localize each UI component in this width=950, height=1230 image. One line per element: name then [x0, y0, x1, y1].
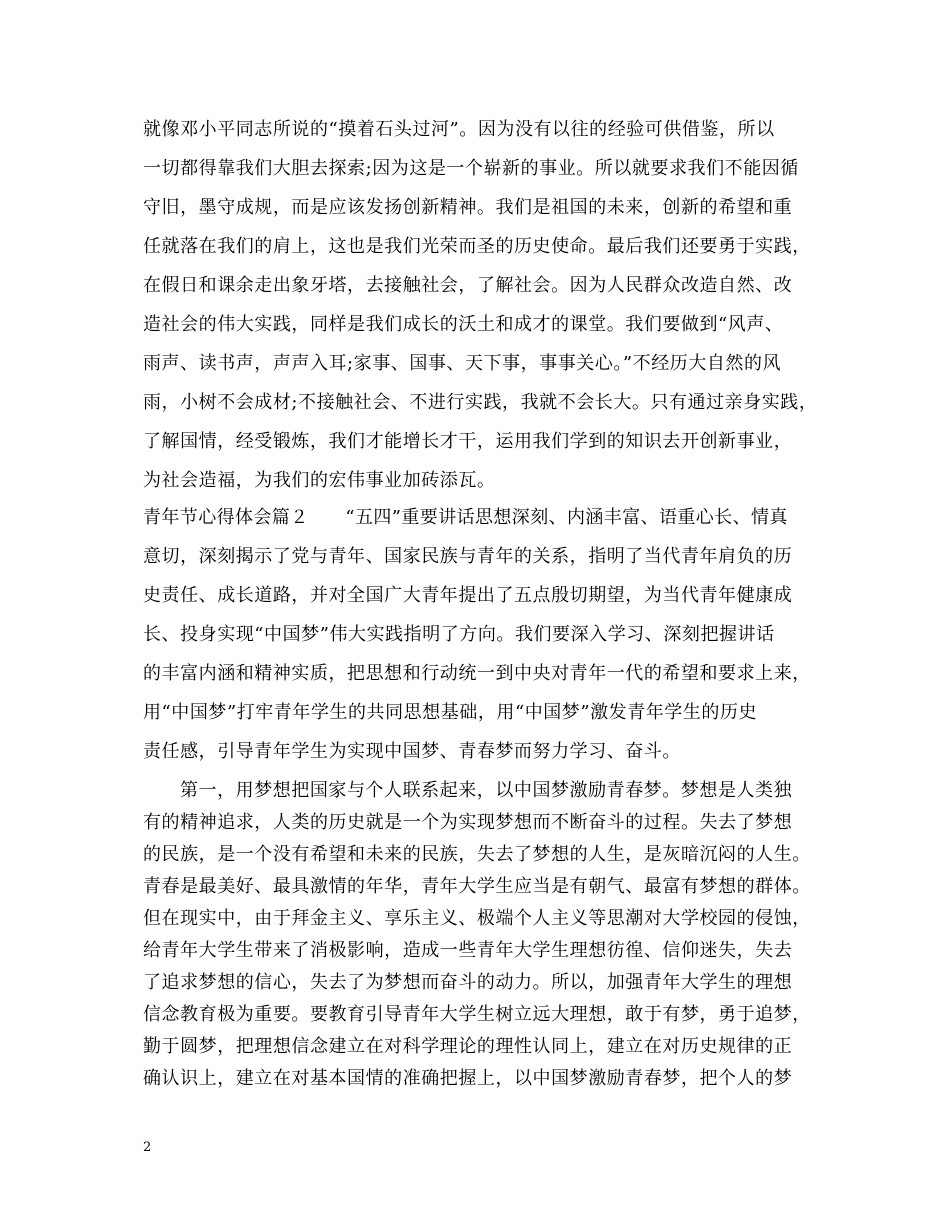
paragraph3-line: 青春是最美好、最具激情的年华，青年大学生应当是有朝气、最富有梦想的群体。	[143, 876, 811, 897]
paragraph1-line: 就像邓小平同志所说的“摸着石头过河”。因为没有以往的经验可供借鉴，所以	[143, 119, 775, 140]
paragraph1-line: 雨声、读书声，声声入耳;家事、国事、天下事，事事关心。”不经历大自然的风	[143, 353, 782, 374]
paragraph3-line: 确认识上，建立在对基本国情的准确把握上，以中国梦激励青春梦，把个人的梦	[143, 1068, 793, 1089]
paragraph1-line: 雨，小树不会成材;不接触社会、不进行实践，我就不会长大。只有通过亲身实践，	[143, 392, 818, 413]
paragraph2-line: 史责任、成长道路，并对全国广大青年提出了五点殷切期望，为当代青年健康成	[143, 585, 793, 606]
paragraph1-line: 为社会造福，为我们的宏伟事业加砖添瓦。	[143, 470, 496, 491]
paragraph2-line: 用“中国梦”打牢青年学生的共同思想基础，用“中国梦”激发青年学生的历史	[143, 702, 758, 723]
paragraph1-line: 了解国情，经受锻炼，我们才能增长才干，运用我们学到的知识去开创新事业，	[143, 431, 793, 452]
section-heading-line: 青年节心得体会篇２ “五四”重要讲话思想深刻、内涵丰富、语重心长、情真	[143, 507, 788, 528]
paragraph2-line: 意切，深刻揭示了党与青年、国家民族与青年的关系，指明了当代青年肩负的历	[143, 546, 793, 567]
paragraph1-line: 任就落在我们的肩上，这也是我们光荣而圣的历史使命。最后我们还要勇于实践，	[143, 236, 811, 257]
paragraph3-line: 了追求梦想的信心，失去了为梦想而奋斗的动力。所以，加强青年大学生的理想	[143, 972, 793, 993]
paragraph1-line: 造社会的伟大实践，同样是我们成长的沃土和成才的课堂。我们要做到“风声、	[143, 314, 784, 335]
paragraph2-line: 长、投身实现“中国梦”伟大实践指明了方向。我们要深入学习、深刻把握讲话	[143, 624, 775, 645]
paragraph3-line: 但在现实中，由于拜金主义、享乐主义、极端个人主义等思潮对大学校园的侵蚀，	[143, 908, 811, 929]
paragraph1-line: 守旧，墨守成规，而是应该发扬创新精神。我们是祖国的未来，创新的希望和重	[143, 197, 793, 218]
page-number: 2	[143, 1140, 152, 1155]
paragraph1-line: 在假日和课余走出象牙塔，去接触社会，了解社会。因为人民群众改造自然、改	[143, 275, 793, 296]
paragraph1-line: 一切都得靠我们大胆去探索;因为这是一个崭新的事业。所以就要求我们不能因循	[143, 158, 799, 179]
paragraph3-line: 有的精神追求，人类的历史就是一个为实现梦想而不断奋斗的过程。失去了梦想	[143, 812, 793, 833]
paragraph3-line: 第一，用梦想把国家与个人联系起来，以中国梦激励青春梦。梦想是人类独	[180, 780, 793, 801]
paragraph3-line: 勤于圆梦，把理想信念建立在对科学理论的理性认同上，建立在对历史规律的正	[143, 1036, 793, 1057]
paragraph2-line: 责任感，引导青年学生为实现中国梦、青春梦而努力学习、奋斗。	[143, 741, 681, 762]
paragraph3-line: 信念教育极为重要。要教育引导青年大学生树立远大理想，敢于有梦，勇于追梦，	[143, 1004, 811, 1025]
paragraph2-line: 的丰富内涵和精神实质，把思想和行动统一到中央对青年一代的希望和要求上来，	[143, 663, 811, 684]
paragraph3-line: 给青年大学生带来了消极影响，造成一些青年大学生理想彷徨、信仰迷失，失去	[143, 940, 793, 961]
paragraph3-line: 的民族，是一个没有希望和未来的民族，失去了梦想的人生，是灰暗沉闷的人生。	[143, 844, 811, 865]
